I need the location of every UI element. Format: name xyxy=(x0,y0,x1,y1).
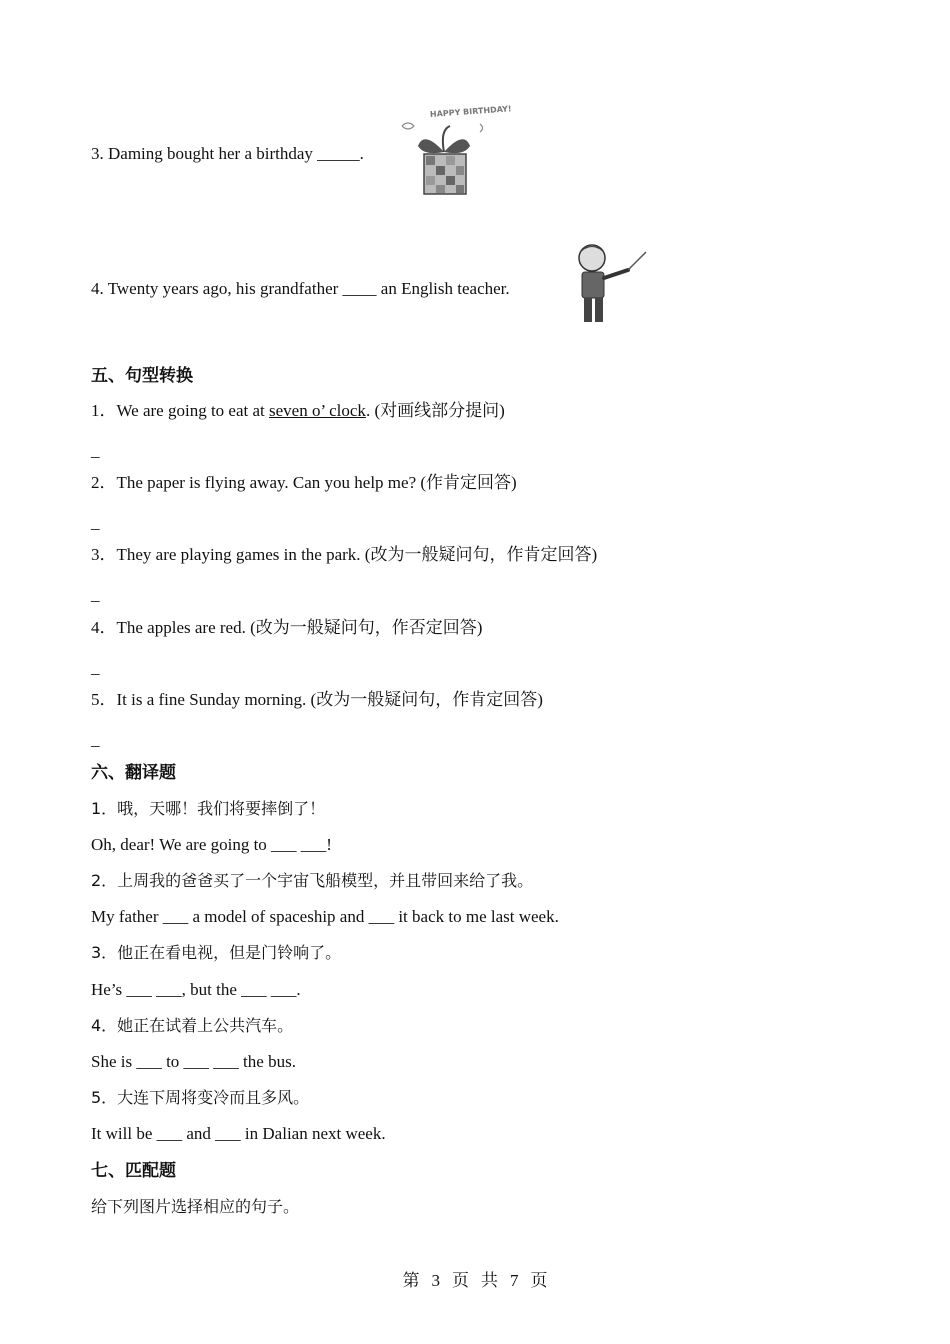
section-5-item-2 xyxy=(91,472,517,494)
translation-4-english: She is ___ to ___ ___ the bus. xyxy=(91,1052,296,1071)
translation-2-english: My father ___ a model of spaceship and ___ it back to me last week. xyxy=(91,907,559,926)
section-5-item-4 xyxy=(91,617,482,639)
item-number: 5． xyxy=(91,690,117,709)
answer-blank-2[interactable]: _ xyxy=(91,513,100,532)
item-number: 3． xyxy=(91,545,117,564)
teacher-image xyxy=(570,240,652,326)
translation-4-chinese: 4．她正在试着上公共汽车。 xyxy=(91,1016,294,1035)
item-number: 1． xyxy=(91,401,117,420)
total-page-number: 7 xyxy=(510,1271,519,1290)
section-5-title: 五、句型转换 xyxy=(91,366,193,386)
answer-blank-1[interactable]: _ xyxy=(91,441,100,460)
section-7-title: 七、匹配题 xyxy=(91,1161,176,1181)
item-number: 2． xyxy=(91,473,117,492)
section-5-item-1 xyxy=(91,400,505,422)
page-footer xyxy=(0,1266,950,1291)
question-4-text: 4. Twenty years ago, his grandfather ____ an English teacher. xyxy=(91,279,510,298)
section-5-item-5 xyxy=(91,689,543,711)
section-5-item-3 xyxy=(91,544,597,566)
item-text: They are playing games in the park. (改为一般疑问句，作肯定回答) xyxy=(116,545,598,564)
answer-blank-4[interactable]: _ xyxy=(91,658,100,677)
item-text: It is a fine Sunday morning. (改为一般疑问句，作肯定回答) xyxy=(116,690,543,709)
birthday-gift-image xyxy=(394,104,512,198)
translation-5-english: It will be ___ and ___ in Dalian next week. xyxy=(91,1124,386,1143)
item-text: We are going to eat at xyxy=(116,401,270,420)
current-page-number: 3 xyxy=(431,1271,440,1290)
item-number: 4． xyxy=(91,618,117,637)
footer-ye: 页 xyxy=(452,1271,469,1290)
underlined-phrase: seven o’ clock xyxy=(269,401,366,420)
translation-5-chinese: 5．大连下周将变冷而且多风。 xyxy=(91,1088,310,1107)
translation-3-chinese: 3．他正在看电视，但是门铃响了。 xyxy=(91,943,342,962)
item-text: The paper is flying away. Can you help me? (作肯定回答) xyxy=(116,473,517,492)
footer-di: 第 xyxy=(402,1271,420,1290)
translation-3-english: He’s ___ ___, but the ___ ___. xyxy=(91,980,301,999)
translation-1-chinese: 1．哦，天哪！我们将要摔倒了！ xyxy=(91,799,326,818)
answer-blank-5[interactable]: _ xyxy=(91,730,100,749)
item-text: The apples are red. (改为一般疑问句，作否定回答) xyxy=(116,618,483,637)
footer-ye-2: 页 xyxy=(530,1271,548,1290)
section-6-title: 六、翻译题 xyxy=(91,763,176,783)
translation-2-chinese: 2．上周我的爸爸买了一个宇宙飞船模型，并且带回来给了我。 xyxy=(91,871,534,890)
question-3-text: 3. Daming bought her a birthday _____. xyxy=(91,144,364,163)
gift-banner-text: HAPPY BIRTHDAY! xyxy=(429,104,512,119)
footer-gong: 共 xyxy=(481,1271,498,1290)
section-7-instruction: 给下列图片选择相应的句子。 xyxy=(91,1197,300,1216)
item-instruction: . (对画线部分提问) xyxy=(365,401,505,420)
answer-blank-3[interactable]: _ xyxy=(91,585,100,604)
translation-1-english: Oh, dear! We are going to ___ ___! xyxy=(91,835,332,854)
